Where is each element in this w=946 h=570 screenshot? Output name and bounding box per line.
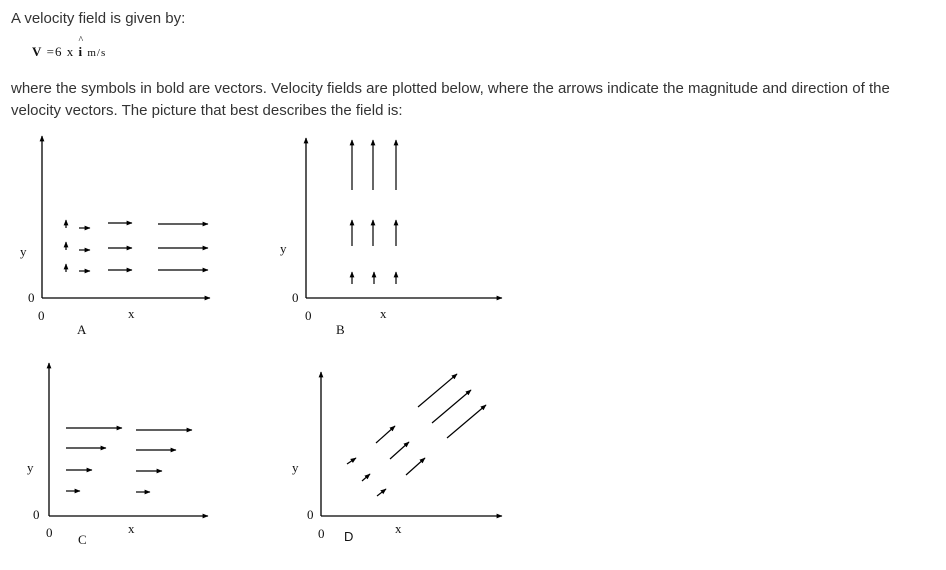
- eq-symbol: V: [32, 44, 43, 59]
- y-axis-label: y: [27, 460, 34, 475]
- velocity-arrow: [406, 458, 425, 475]
- origin-y-label: 0: [307, 507, 314, 522]
- y-axis-label: y: [292, 460, 299, 475]
- velocity-arrow: [377, 489, 386, 496]
- y-axis-label: y: [280, 241, 287, 256]
- plot-d[interactable]: [292, 372, 502, 544]
- description-text: where the symbols in bold are vectors. Velocity fields are plotted below, where the arrows indicate the magnitude and direction of the velocity vectors. The picture that best describes the field is:: [11, 80, 890, 119]
- velocity-arrow: [418, 374, 457, 407]
- option-label: D: [344, 529, 354, 544]
- x-axis-label: x: [395, 521, 402, 536]
- eq-equals: =: [46, 44, 55, 59]
- option-label: A: [77, 322, 87, 337]
- velocity-arrow: [447, 405, 486, 438]
- origin-y-label: 0: [33, 507, 40, 522]
- eq-coefficient: 6: [54, 44, 63, 59]
- velocity-arrow: [390, 442, 409, 459]
- velocity-arrow: [432, 390, 471, 423]
- eq-variable: x: [66, 44, 75, 59]
- plot-c[interactable]: [27, 363, 208, 547]
- velocity-arrow: [376, 426, 395, 443]
- x-axis-label: x: [380, 306, 387, 321]
- velocity-arrows: [347, 374, 486, 496]
- x-axis-label: x: [128, 521, 135, 536]
- plot-a[interactable]: [20, 136, 210, 337]
- y-axis-label: y: [20, 244, 27, 259]
- velocity-arrows: [352, 140, 396, 284]
- option-label: C: [78, 532, 87, 547]
- velocity-arrow: [362, 474, 370, 481]
- velocity-arrow: [347, 458, 356, 464]
- eq-unit-vector-letter: i: [78, 44, 84, 59]
- eq-unit-vector-hat: ^: [78, 35, 85, 46]
- velocity-arrows: [66, 428, 192, 492]
- origin-y-label: 0: [28, 290, 35, 305]
- origin-x-label: 0: [318, 526, 325, 541]
- option-label: B: [336, 322, 345, 337]
- origin-x-label: 0: [46, 525, 53, 540]
- plot-b[interactable]: [280, 138, 502, 337]
- origin-x-label: 0: [305, 308, 312, 323]
- intro-text: A velocity field is given by:: [11, 10, 186, 27]
- x-axis-label: x: [128, 306, 135, 321]
- origin-y-label: 0: [292, 290, 299, 305]
- velocity-arrows: [66, 220, 208, 272]
- eq-units: m/s: [87, 47, 107, 59]
- origin-x-label: 0: [38, 308, 45, 323]
